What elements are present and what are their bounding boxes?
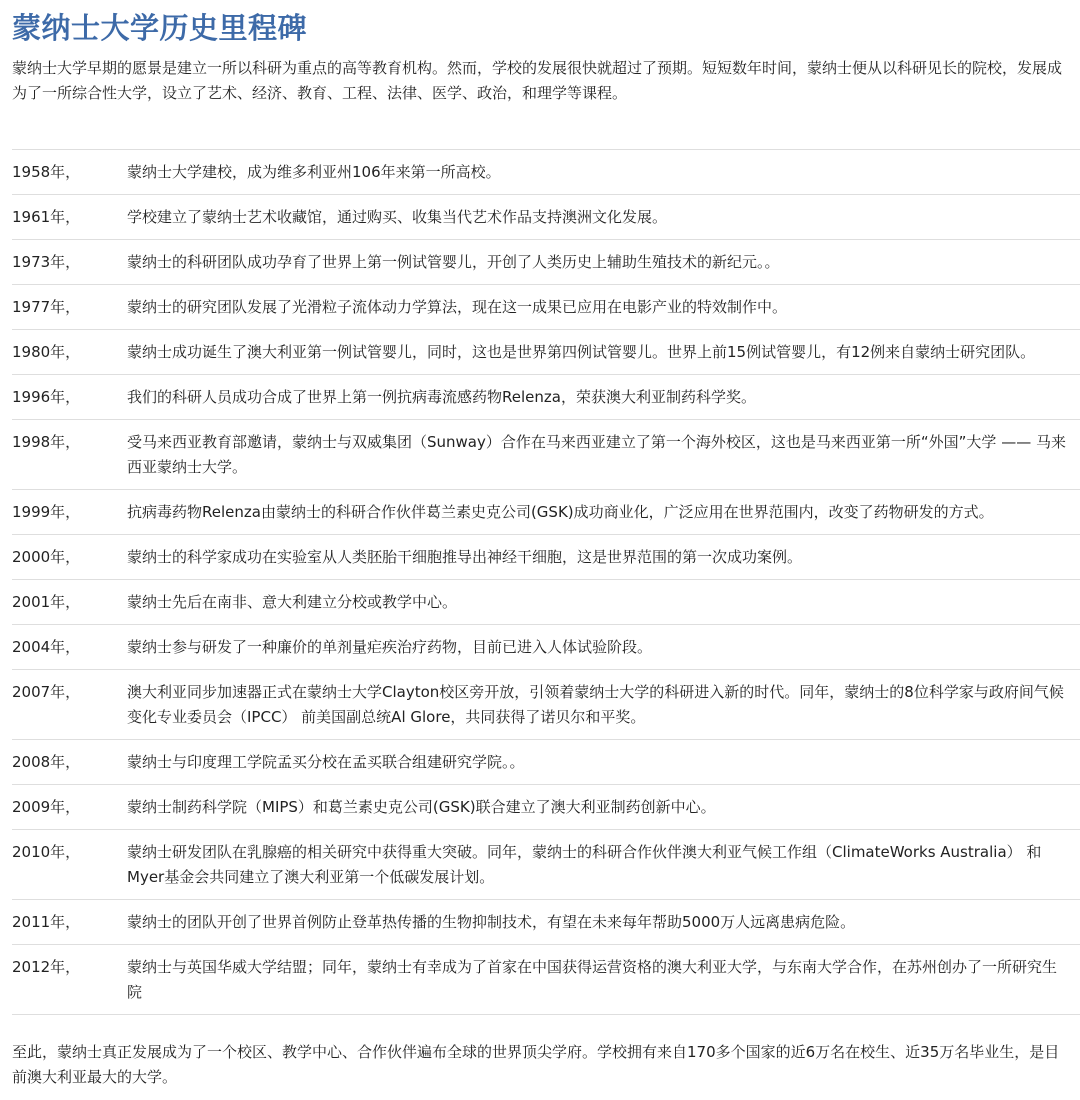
milestone-year: 1958年， <box>12 163 81 181</box>
milestone-row <box>12 375 1080 420</box>
milestone-row <box>12 945 1080 1015</box>
milestone-event: 蒙纳士与印度理工学院孟买分校在孟买联合组建研究学院。。 <box>127 753 525 771</box>
milestone-year: 2012年， <box>12 958 81 976</box>
milestone-event: 蒙纳士的科学家成功在实验室从人类胚胎干细胞推导出神经干细胞，这是世界范围的第一次成功案例。 <box>127 548 803 566</box>
milestone-row <box>12 240 1080 285</box>
milestone-year: 1961年， <box>12 208 81 226</box>
milestone-event: 蒙纳士大学建校，成为维多利亚州106年来第一所高校。 <box>127 163 501 181</box>
milestone-row <box>12 490 1080 535</box>
milestone-row <box>12 580 1080 625</box>
milestone-event: 我们的科研人员成功合成了世界上第一例抗病毒流感药物Relenza，荣获澳大利亚制药科学奖。 <box>127 388 756 406</box>
milestone-event: 抗病毒药物Relenza由蒙纳士的科研合作伙伴葛兰素史克公司(GSK)成功商业化，广泛应用在世界范围内，改变了药物研发的方式。 <box>127 503 994 521</box>
milestone-row <box>12 330 1080 375</box>
milestone-event: 蒙纳士参与研发了一种廉价的单剂量疟疾治疗药物，目前已进入人体试验阶段。 <box>127 638 653 656</box>
milestone-row <box>12 740 1080 785</box>
milestone-year: 2001年， <box>12 593 81 611</box>
milestone-year: 2011年， <box>12 913 81 931</box>
milestone-year: 2007年， <box>12 683 81 701</box>
milestone-row <box>12 285 1080 330</box>
milestone-year: 2000年， <box>12 548 81 566</box>
outro-paragraph: 至此，蒙纳士真正发展成为了一个校区、教学中心、合作伙伴遍布全球的世界顶尖学府。学校拥有来自170多个国家的近6万名在校生、近35万名毕业生，是目前澳大利亚最大的大学。 <box>12 1043 1060 1086</box>
milestone-year: 2004年， <box>12 638 81 656</box>
milestone-row <box>12 420 1080 490</box>
milestone-year: 1999年， <box>12 503 81 521</box>
milestone-table <box>12 149 1080 1015</box>
milestone-row <box>12 900 1080 945</box>
milestone-year: 2008年， <box>12 753 81 771</box>
milestone-event: 蒙纳士的科研团队成功孕育了世界上第一例试管婴儿，开创了人类历史上辅助生殖技术的新纪元。。 <box>127 253 780 271</box>
milestone-year: 2009年， <box>12 798 81 816</box>
milestone-event: 蒙纳士研发团队在乳腺癌的相关研究中获得重大突破。同年，蒙纳士的科研合作伙伴澳大利亚气候工作组（ClimateWorks Australia） 和Myer基金会共同建立了澳大利亚第一个低碳发展计划。 <box>127 843 1042 886</box>
milestone-row <box>12 625 1080 670</box>
milestone-row <box>12 195 1080 240</box>
milestone-year: 1996年， <box>12 388 81 406</box>
milestone-event: 澳大利亚同步加速器正式在蒙纳士大学Clayton校区旁开放，引领着蒙纳士大学的科研进入新的时代。同年，蒙纳士的8位科学家与政府间气候变化专业委员会（IPCC） 前美国副总统Al Glore，共同获得了诺贝尔和平奖。 <box>127 683 1064 726</box>
milestone-event: 学校建立了蒙纳士艺术收藏馆，通过购买、收集当代艺术作品支持澳洲文化发展。 <box>127 208 668 226</box>
milestone-row <box>12 670 1080 740</box>
milestone-event: 蒙纳士与英国华威大学结盟；同年，蒙纳士有幸成为了首家在中国获得运营资格的澳大利亚大学，与东南大学合作，在苏州创办了一所研究生院 <box>127 958 1058 1001</box>
milestone-year: 1998年， <box>12 433 81 451</box>
milestone-event: 受马来西亚教育部邀请，蒙纳士与双威集团（Sunway）合作在马来西亚建立了第一个海外校区，这也是马来西亚第一所“外国”大学 —— 马来西亚蒙纳士大学。 <box>127 433 1066 476</box>
milestone-year: 1980年， <box>12 343 81 361</box>
milestone-row <box>12 785 1080 830</box>
milestone-event: 蒙纳士成功诞生了澳大利亚第一例试管婴儿，同时，这也是世界第四例试管婴儿。世界上前15例试管婴儿，有12例来自蒙纳士研究团队。 <box>127 343 1036 361</box>
article <box>12 0 1080 1086</box>
milestone-event: 蒙纳士的研究团队发展了光滑粒子流体动力学算法，现在这一成果已应用在电影产业的特效制作中。 <box>127 298 788 316</box>
page-title: 蒙纳士大学历史里程碑 <box>12 11 308 45</box>
milestone-row <box>12 535 1080 580</box>
intro-paragraph: 蒙纳士大学早期的愿景是建立一所以科研为重点的高等教育机构。然而，学校的发展很快就超过了预期。短短数年时间，蒙纳士便从以科研见长的院校，发展成为了一所综合性大学，设立了艺术、经济、教育、工程、法律、医学、政治，和理学等课程。 <box>12 59 1063 102</box>
milestone-year: 1973年， <box>12 253 81 271</box>
milestone-event: 蒙纳士的团队开创了世界首例防止登革热传播的生物抑制技术，有望在未来每年帮助5000万人远离患病危险。 <box>127 913 856 931</box>
milestone-year: 2010年， <box>12 843 81 861</box>
milestone-event: 蒙纳士制药科学院（MIPS）和葛兰素史克公司(GSK)联合建立了澳大利亚制药创新中心。 <box>127 798 716 816</box>
milestone-year: 1977年， <box>12 298 81 316</box>
milestone-row <box>12 150 1080 195</box>
milestone-event: 蒙纳士先后在南非、意大利建立分校或教学中心。 <box>127 593 458 611</box>
milestone-row <box>12 830 1080 900</box>
